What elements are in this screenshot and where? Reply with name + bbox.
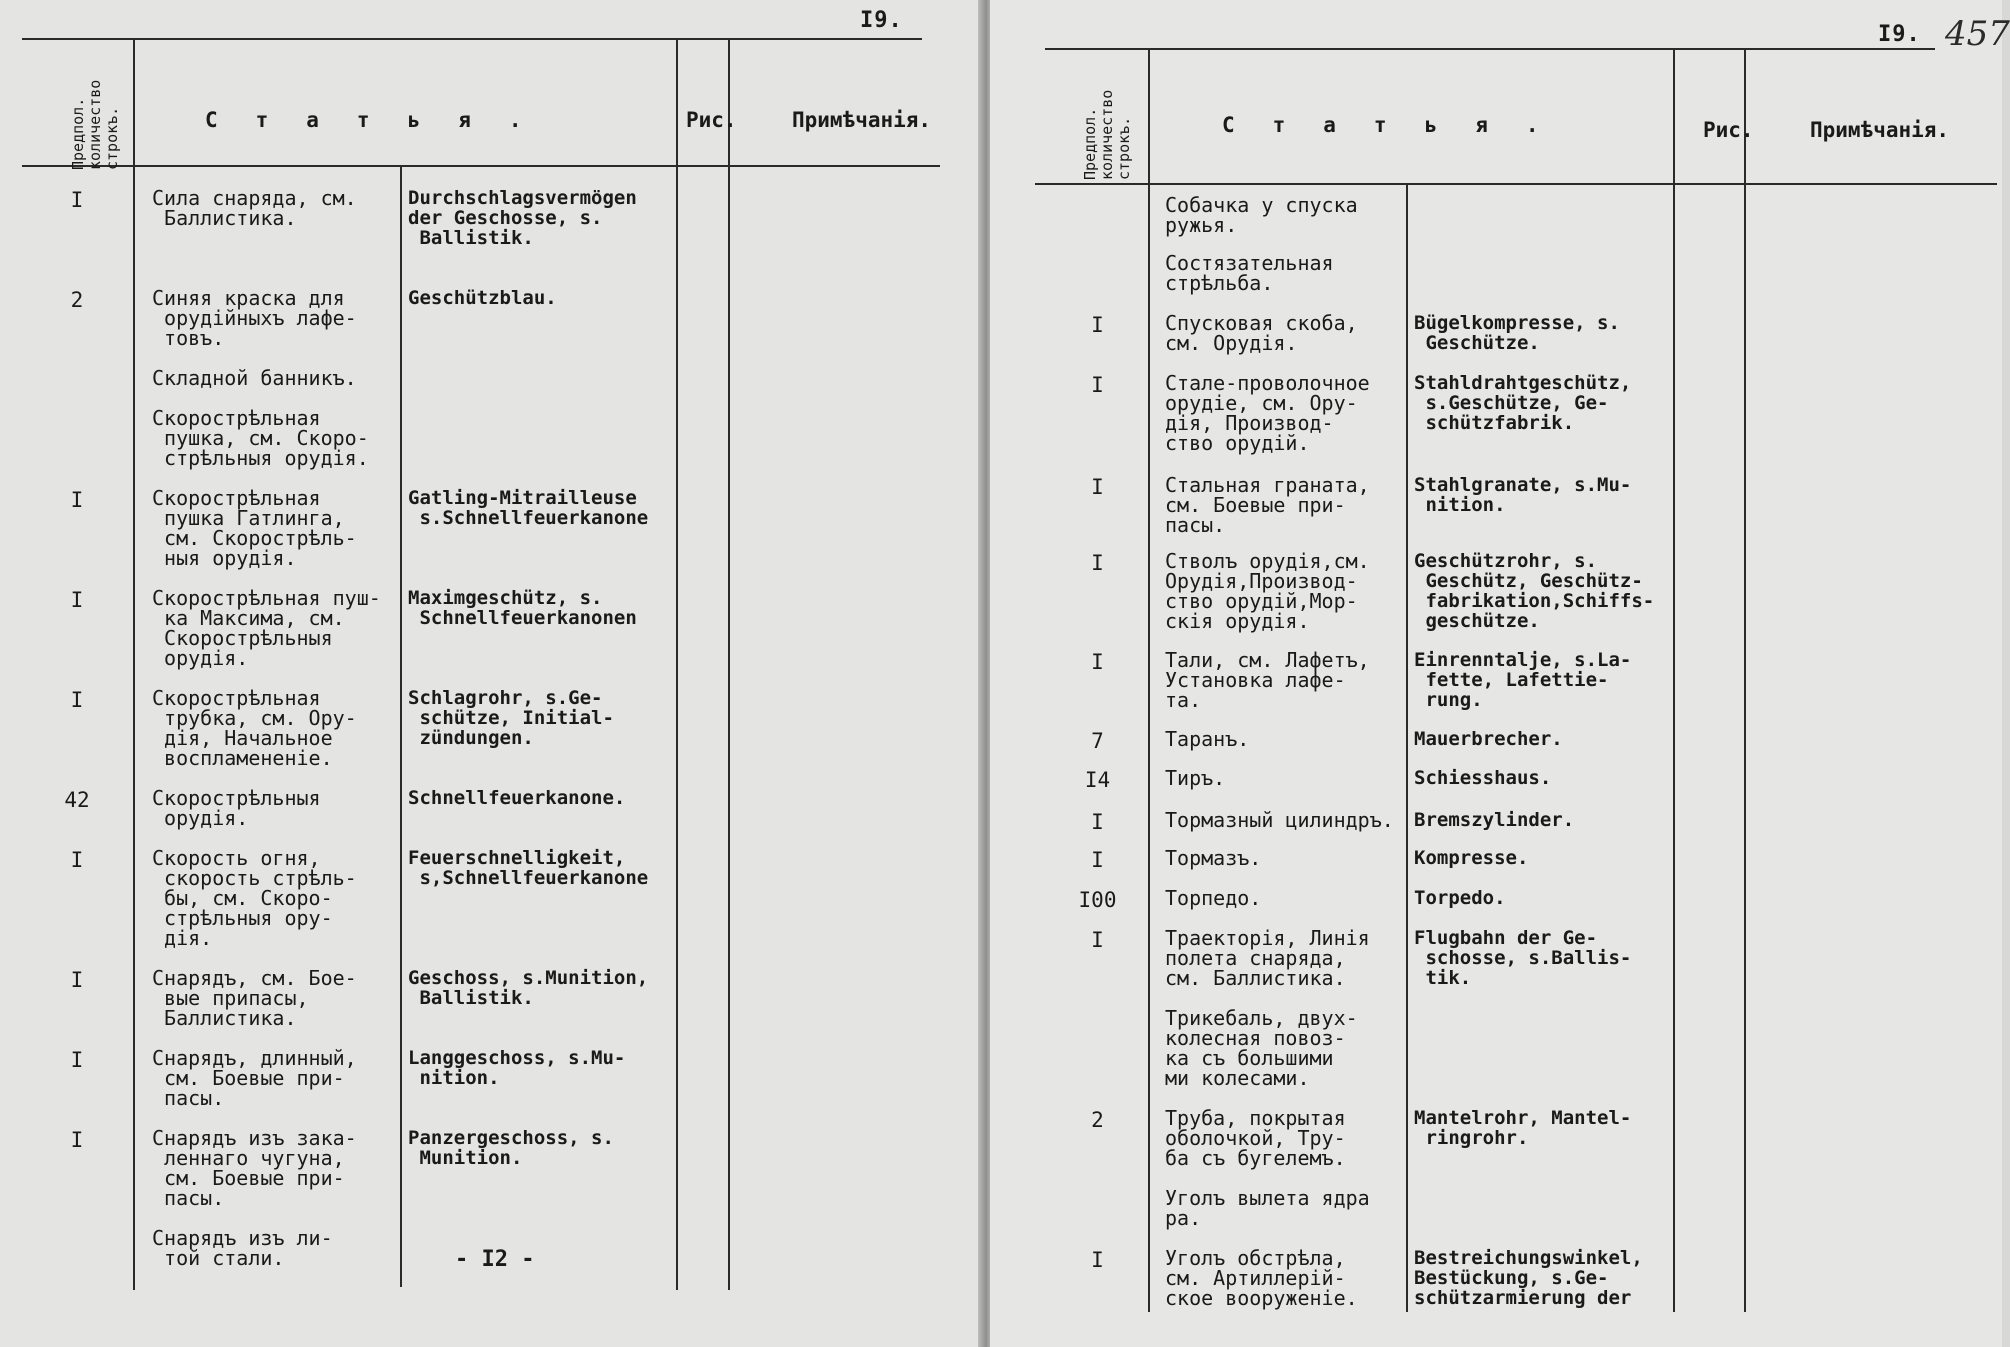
- fig-column-header: Рис.: [1703, 118, 1754, 142]
- article-german-term: Einrenntalje, s.La- fette, Lafettie- rung.: [1414, 649, 1632, 711]
- article-german-term: Geschützblau.: [408, 287, 557, 309]
- article-russian-term: Скорострѣльная пуш- ка Максима, см. Скорострѣльныя орудія.: [152, 586, 381, 670]
- article-german-term: Schiesshaus.: [1414, 767, 1552, 789]
- line-count: 2: [70, 288, 84, 312]
- left-page: [0, 0, 985, 1347]
- line-count: I: [1091, 650, 1104, 674]
- line-count: I: [70, 848, 84, 872]
- right-page: [990, 0, 2010, 1347]
- fig-column-rule: [1673, 50, 1675, 1312]
- article-russian-term: Складной банникъ.: [152, 366, 357, 390]
- line-count: I: [70, 188, 84, 212]
- article-german-term: Stahlgranate, s.Mu- nition.: [1414, 474, 1632, 516]
- article-russian-term: Торпедо.: [1165, 886, 1262, 910]
- article-german-term: Flugbahn der Ge- schosse, s.Ballis- tik.: [1414, 927, 1632, 989]
- article-split-rule: [400, 167, 402, 1287]
- article-german-term: Panzergeschoss, s. Munition.: [408, 1127, 614, 1169]
- line-count: I00: [1078, 888, 1117, 912]
- article-russian-term: Скорострѣльныя орудія.: [152, 786, 321, 830]
- article-german-term: Schlagrohr, s.Ge- schütze, Initial- zündungen.: [408, 687, 614, 749]
- line-count: I: [70, 1128, 84, 1152]
- archive-number: 457: [1945, 14, 2010, 54]
- article-russian-term: Скорострѣльная пушка, см. Скоро- стрѣльныя орудія.: [152, 406, 369, 470]
- article-russian-term: Снарядъ изъ зака- леннаго чугуна, см. Боевые при- пасы.: [152, 1126, 357, 1210]
- article-german-term: Bestreichungswinkel, Bestückung, s.Ge- schützarmierung der: [1414, 1247, 1643, 1309]
- line-count: 2: [1091, 1108, 1104, 1132]
- article-german-term: Stahldrahtgeschütz, s.Geschütze, Ge- schützfabrik.: [1414, 372, 1632, 434]
- article-german-term: Maximgeschütz, s. Schnellfeuerkanonen: [408, 587, 637, 629]
- line-count: I: [1091, 373, 1104, 397]
- line-count: I: [1091, 1248, 1104, 1272]
- article-german-term: Kompresse.: [1414, 847, 1529, 869]
- line-count: I: [1091, 551, 1104, 575]
- count-column-rule: [133, 40, 135, 1290]
- line-count: 7: [1091, 729, 1104, 753]
- line-count: I: [70, 588, 84, 612]
- article-german-term: Geschützrohr, s. Geschütz, Geschütz- fabrikation,Schiffs- geschütze.: [1414, 550, 1655, 632]
- article-russian-term: Таранъ.: [1165, 727, 1250, 751]
- article-russian-term: Синяя краска для орудійныхъ лафе- товъ.: [152, 286, 357, 350]
- line-count: I: [1091, 475, 1104, 499]
- article-russian-term: Тормазъ.: [1165, 846, 1262, 870]
- line-count: I4: [1084, 768, 1111, 792]
- fig-column-header: Рис.: [686, 108, 737, 132]
- article-german-term: Mantelrohr, Mantel- ringrohr.: [1414, 1107, 1632, 1149]
- line-count: I: [1091, 848, 1104, 872]
- article-russian-term: Тормазный цилиндръ.: [1165, 808, 1394, 832]
- notes-column-rule: [1744, 50, 1746, 1312]
- article-german-term: Mauerbrecher.: [1414, 728, 1563, 750]
- line-count: I: [1091, 810, 1104, 834]
- article-russian-term: Снарядъ изъ ли- той стали.: [152, 1226, 333, 1270]
- line-count: I: [70, 968, 84, 992]
- article-russian-term: Состязательная стрѣльба.: [1165, 251, 1334, 295]
- article-russian-term: Снарядъ, длинный, см. Боевые при- пасы.: [152, 1046, 357, 1110]
- notes-column-rule: [728, 40, 730, 1290]
- article-german-term: Bremszylinder.: [1414, 809, 1575, 831]
- article-russian-term: Собачка у спуска ружья.: [1165, 193, 1358, 237]
- article-russian-term: Скорость огня, скорость стрѣль- бы, см. Скоро- стрѣльныя ору- дія.: [152, 846, 357, 950]
- article-russian-term: Тали, см. Лафетъ, Установка лафе- та.: [1165, 648, 1370, 712]
- page-number: I9.: [860, 8, 903, 33]
- article-german-term: Durchschlagsvermögen der Geschosse, s. Ballistik.: [408, 187, 637, 249]
- table-top-rule: [1045, 48, 1935, 50]
- line-count: I: [1091, 928, 1104, 952]
- article-german-term: Feuerschnelligkeit, s,Schnellfeuerkanone: [408, 847, 649, 889]
- article-russian-term: Стволъ орудія,см. Орудія,Производ- ство орудій,Мор- скія орудія.: [1165, 549, 1370, 633]
- article-russian-term: Снарядъ, см. Бое- вые припасы, Баллистика.: [152, 966, 357, 1030]
- article-split-rule: [1406, 185, 1408, 1312]
- article-german-term: Langgeschoss, s.Mu- nition.: [408, 1047, 626, 1089]
- article-german-term: Gatling-Mitrailleuse s.Schnellfeuerkanone: [408, 487, 649, 529]
- line-count: I: [1091, 313, 1104, 337]
- count-column-header: Предпол. количество строкъ.: [69, 79, 121, 170]
- article-russian-term: Спусковая скоба, см. Орудія.: [1165, 311, 1358, 355]
- header-bottom-rule: [1035, 183, 1997, 185]
- article-russian-term: Уголъ обстрѣла, см. Артиллерій- ское вооруженіе.: [1165, 1246, 1358, 1310]
- article-column-header: Статья.: [205, 108, 560, 132]
- article-german-term: Geschoss, s.Munition, Ballistik.: [408, 967, 649, 1009]
- page-number: I9.: [1878, 22, 1921, 47]
- article-russian-term: Стальная граната, см. Боевые при- пасы.: [1165, 473, 1370, 537]
- line-count: I: [70, 688, 84, 712]
- article-column-header: Статья.: [1222, 113, 1577, 137]
- line-count: I: [70, 1048, 84, 1072]
- article-russian-term: Стале-проволочное орудіе, см. Ору- дія, Производ- ство орудій.: [1165, 371, 1370, 455]
- count-column-header: Предпол. количество строкъ.: [1081, 89, 1133, 180]
- header-bottom-rule: [22, 165, 940, 167]
- article-german-term: Schnellfeuerkanone.: [408, 787, 626, 809]
- notes-column-header: Примѣчанія.: [1810, 118, 1950, 142]
- fig-column-rule: [676, 40, 678, 1290]
- page-footer: - I2 -: [455, 1247, 535, 1272]
- article-russian-term: Трикебаль, двух- колесная повоз- ка съ большими ми колесами.: [1165, 1006, 1358, 1090]
- notes-column-header: Примѣчанія.: [792, 108, 932, 132]
- article-russian-term: Уголъ вылета ядра ра.: [1165, 1186, 1370, 1230]
- article-russian-term: Тиръ.: [1165, 766, 1226, 790]
- article-russian-term: Труба, покрытая оболочкой, Тру- ба съ бугелемъ.: [1165, 1106, 1346, 1170]
- article-russian-term: Скорострѣльная трубка, см. Ору- дія, Начальное воспламененіе.: [152, 686, 357, 770]
- article-german-term: Bügelkompresse, s. Geschütze.: [1414, 312, 1620, 354]
- article-russian-term: Сила снаряда, см. Баллистика.: [152, 186, 357, 230]
- article-german-term: Torpedo.: [1414, 887, 1506, 909]
- table-top-rule: [22, 38, 922, 40]
- count-column-rule: [1148, 50, 1150, 1312]
- article-russian-term: Скорострѣльная пушка Гатлинга, см. Скорострѣль- ныя орудія.: [152, 486, 357, 570]
- line-count: I: [70, 488, 84, 512]
- line-count: 42: [64, 788, 90, 812]
- article-russian-term: Траекторія, Линія полета снаряда, см. Баллистика.: [1165, 926, 1370, 990]
